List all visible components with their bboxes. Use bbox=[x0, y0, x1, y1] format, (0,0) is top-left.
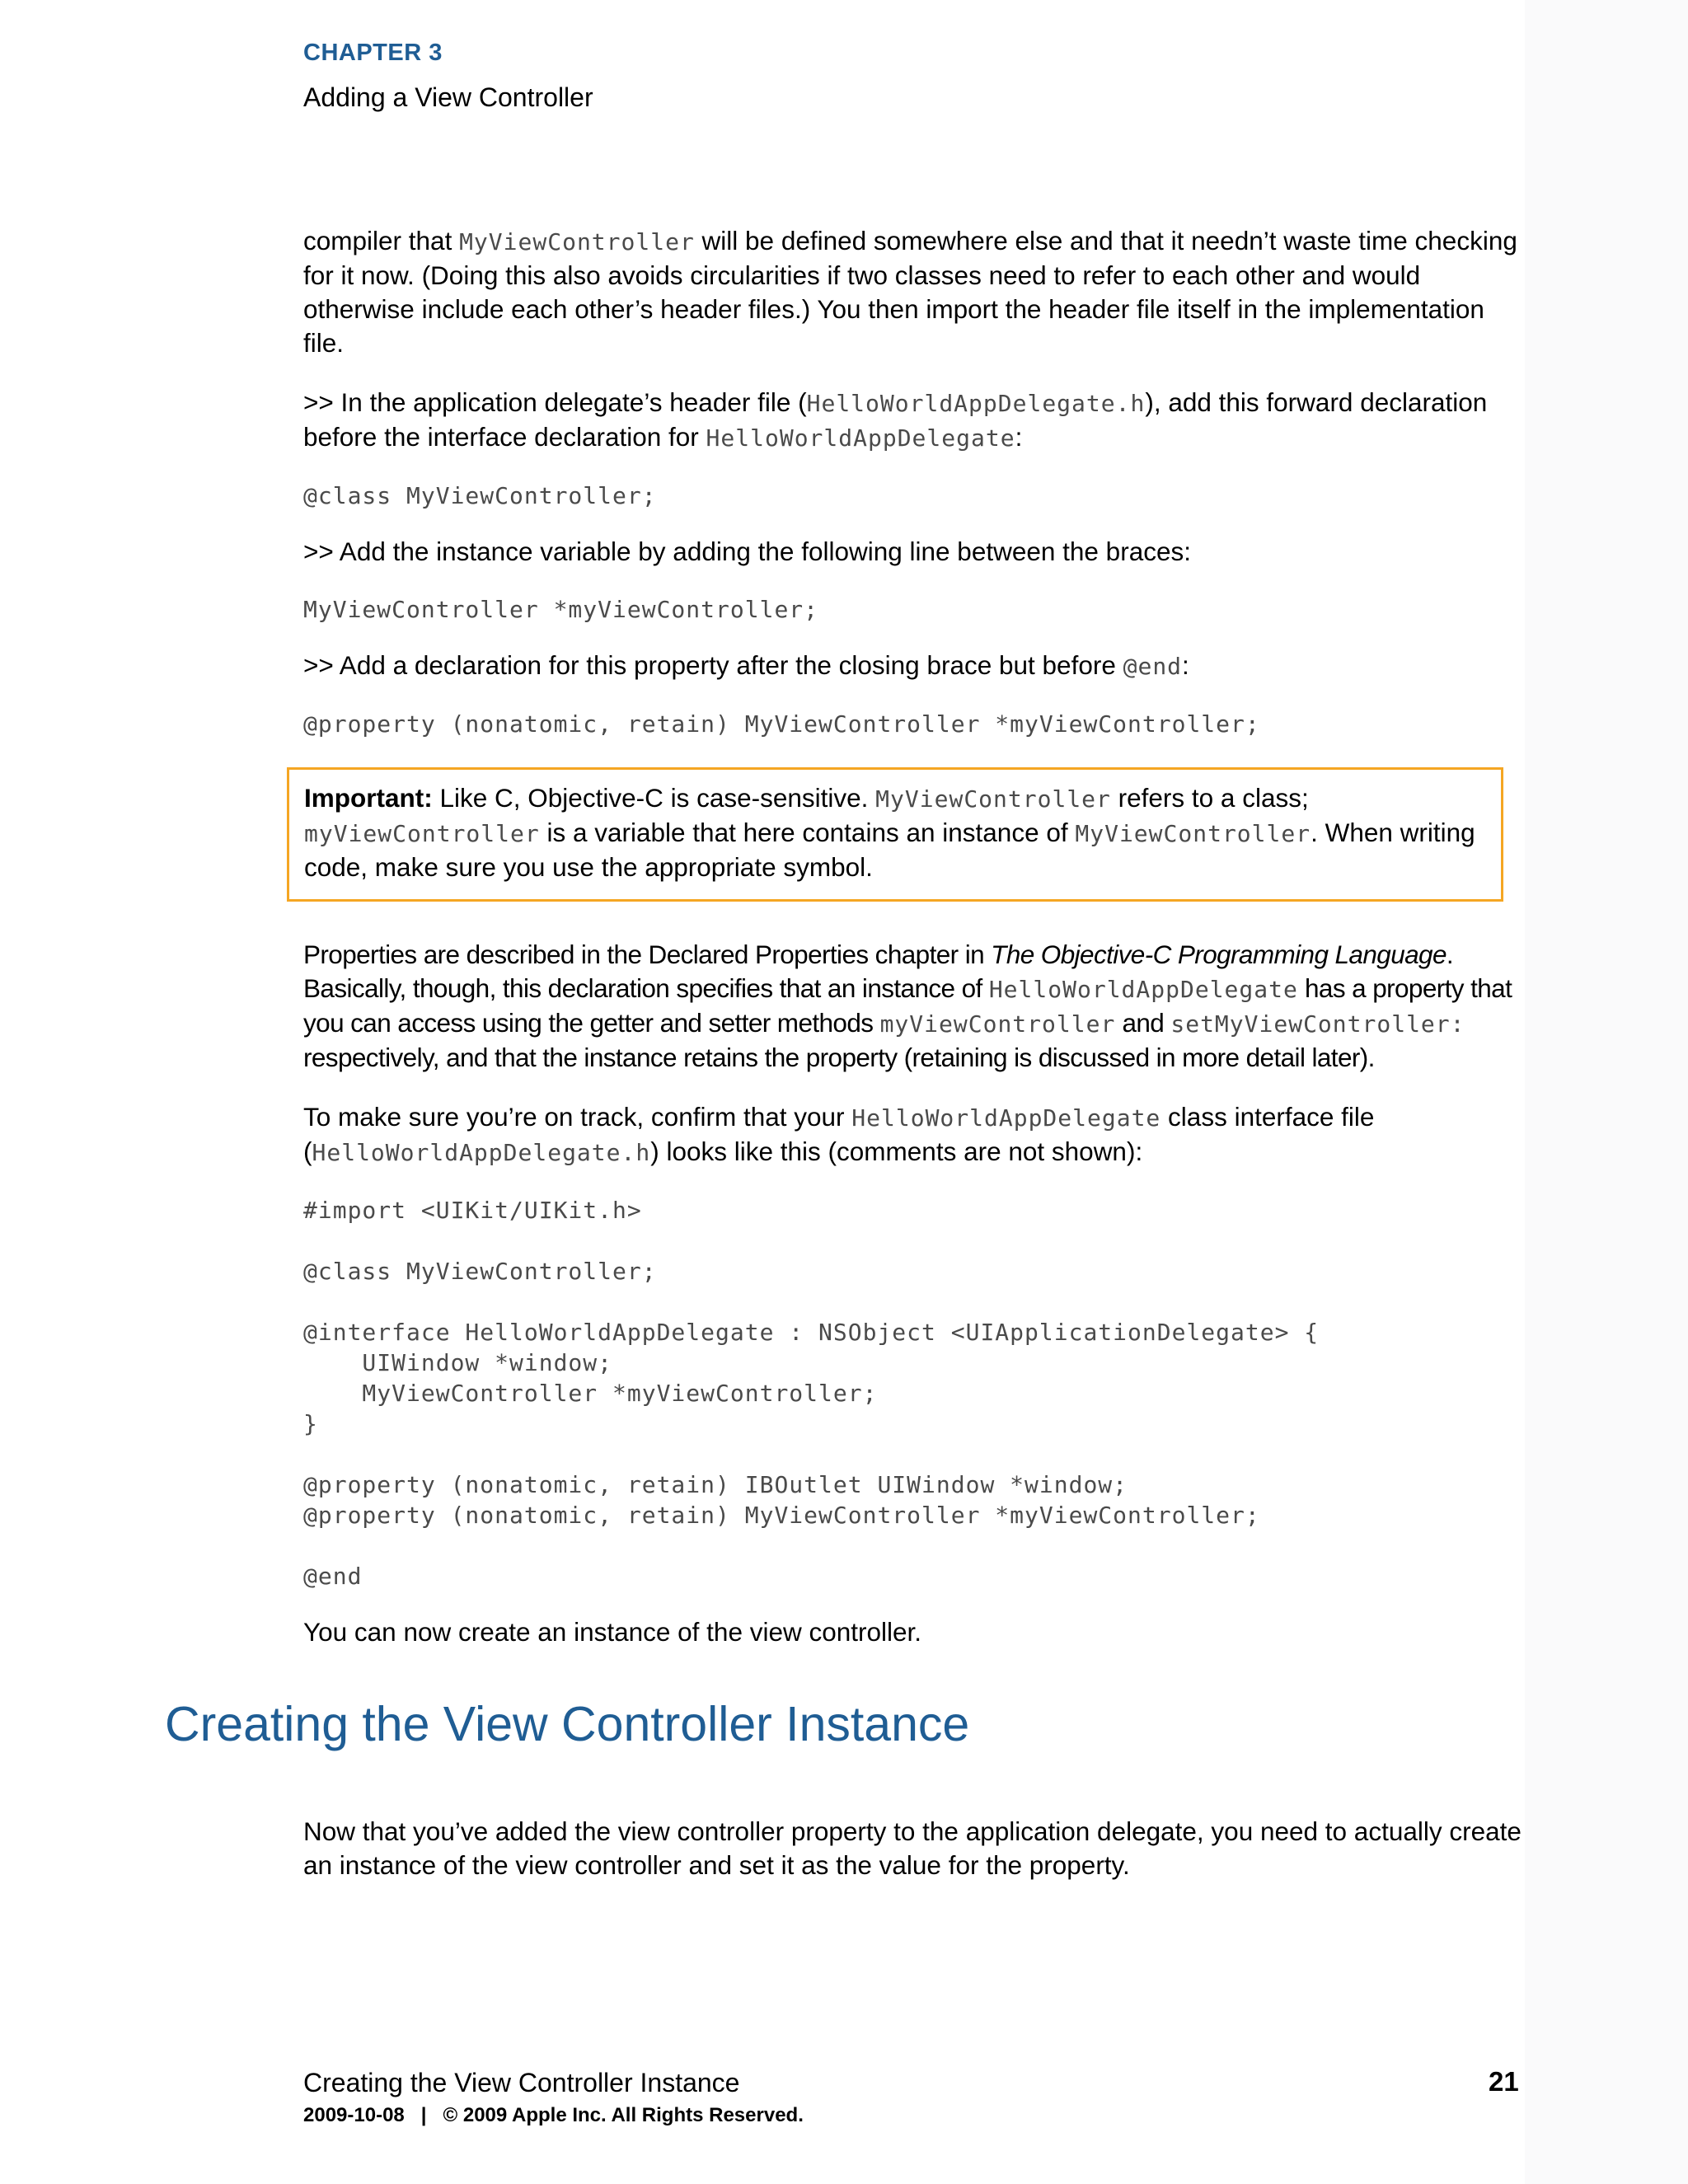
inline-code: HelloWorldAppDelegate bbox=[988, 976, 1298, 1003]
inline-code: HelloWorldAppDelegate.h bbox=[312, 1139, 651, 1166]
page-number: 21 bbox=[1489, 2066, 1519, 2097]
inline-code: myViewController bbox=[304, 820, 540, 847]
code-block: @class MyViewController; bbox=[303, 482, 657, 509]
code-block: @property (nonatomic, retain) MyViewController *myViewController; bbox=[303, 710, 1260, 738]
section-heading: Creating the View Controller Instance bbox=[165, 1697, 970, 1751]
paragraph: Now that you’ve added the view controller property to the application delegate, you need to actually create an instance of the view controller and set it as the value for the property. bbox=[303, 1816, 1522, 1880]
paragraph: compiler that MyViewController will be defined somewhere else and that it needn’t waste time checking for it now. (Doing this also avoids circularities if two classes need to refer to each other and would otherwise include each other’s header files.) You then import the header file itself in the implementation file. bbox=[303, 226, 1517, 358]
instruction-paragraph: >> Add a declaration for this property after the closing brace but before @end: bbox=[303, 650, 1189, 680]
inline-code: setMyViewController: bbox=[1170, 1010, 1465, 1038]
paragraph: You can now create an instance of the view controller. bbox=[303, 1617, 922, 1647]
chapter-title: Adding a View Controller bbox=[303, 82, 593, 112]
paragraph: To make sure you’re on track, confirm that your HelloWorldAppDelegate class interface file (HelloWorldAppDelegate.h) looks like this (comments are not shown): bbox=[303, 1102, 1375, 1166]
inline-code: MyViewController bbox=[1075, 820, 1311, 847]
note-text: Important: Like C, Objective-C is case-sensitive. MyViewController refers to a class; myViewController is a variable that here contains an instance of MyViewController. When writing code, make sure you use the appropriate symbol. bbox=[304, 783, 1475, 882]
inline-code: MyViewController bbox=[459, 228, 695, 255]
note-label: Important: bbox=[304, 783, 433, 813]
section-body bbox=[303, 1815, 1523, 1882]
code-block: MyViewController *myViewController; bbox=[303, 596, 819, 623]
inline-code: myViewController bbox=[879, 1010, 1116, 1038]
inline-code: MyViewController bbox=[875, 785, 1111, 813]
footer-copyright: 2009-10-08 | © 2009 Apple Inc. All Rights Reserved. bbox=[303, 2104, 804, 2126]
inline-code: HelloWorldAppDelegate bbox=[851, 1104, 1161, 1132]
inline-code: HelloWorldAppDelegate bbox=[706, 424, 1015, 452]
paragraph: Properties are described in the Declared Properties chapter in The Objective-C Programming Language. Basically, though, this declaration specifies that an instance of HelloWorldAppDelegate has a property that you can access using the getter and setter methods myViewController and setMyViewController: respectively, and that the instance retains the property (retaining is discussed in more detail later). bbox=[303, 940, 1512, 1072]
important-note-box bbox=[287, 767, 1503, 902]
inline-code: HelloWorldAppDelegate.h bbox=[806, 390, 1146, 417]
body-content bbox=[303, 224, 1523, 1649]
code-block-interface: #import <UIKit/UIKit.h> @class MyViewController; @interface HelloWorldAppDelegate : NSObject <UIApplicationDelegate> { UIWindow *window; MyViewController *myViewController; } @property (nonatomic, retain) IBOutlet UIWindow *window; @property (nonatomic, retain) MyViewController *myViewController; @end bbox=[303, 1197, 1320, 1590]
instruction-paragraph: >> Add the instance variable by adding the following line between the braces: bbox=[303, 537, 1191, 566]
footer-title: Creating the View Controller Instance bbox=[303, 2068, 740, 2097]
chapter-label: CHAPTER 3 bbox=[303, 40, 443, 66]
book-title: The Objective-C Programming Language bbox=[991, 940, 1447, 969]
instruction-paragraph: >> In the application delegate’s header file (HelloWorldAppDelegate.h), add this forward declaration before the interface declaration for HelloWorldAppDelegate: bbox=[303, 387, 1488, 452]
inline-code: @end bbox=[1123, 653, 1183, 680]
